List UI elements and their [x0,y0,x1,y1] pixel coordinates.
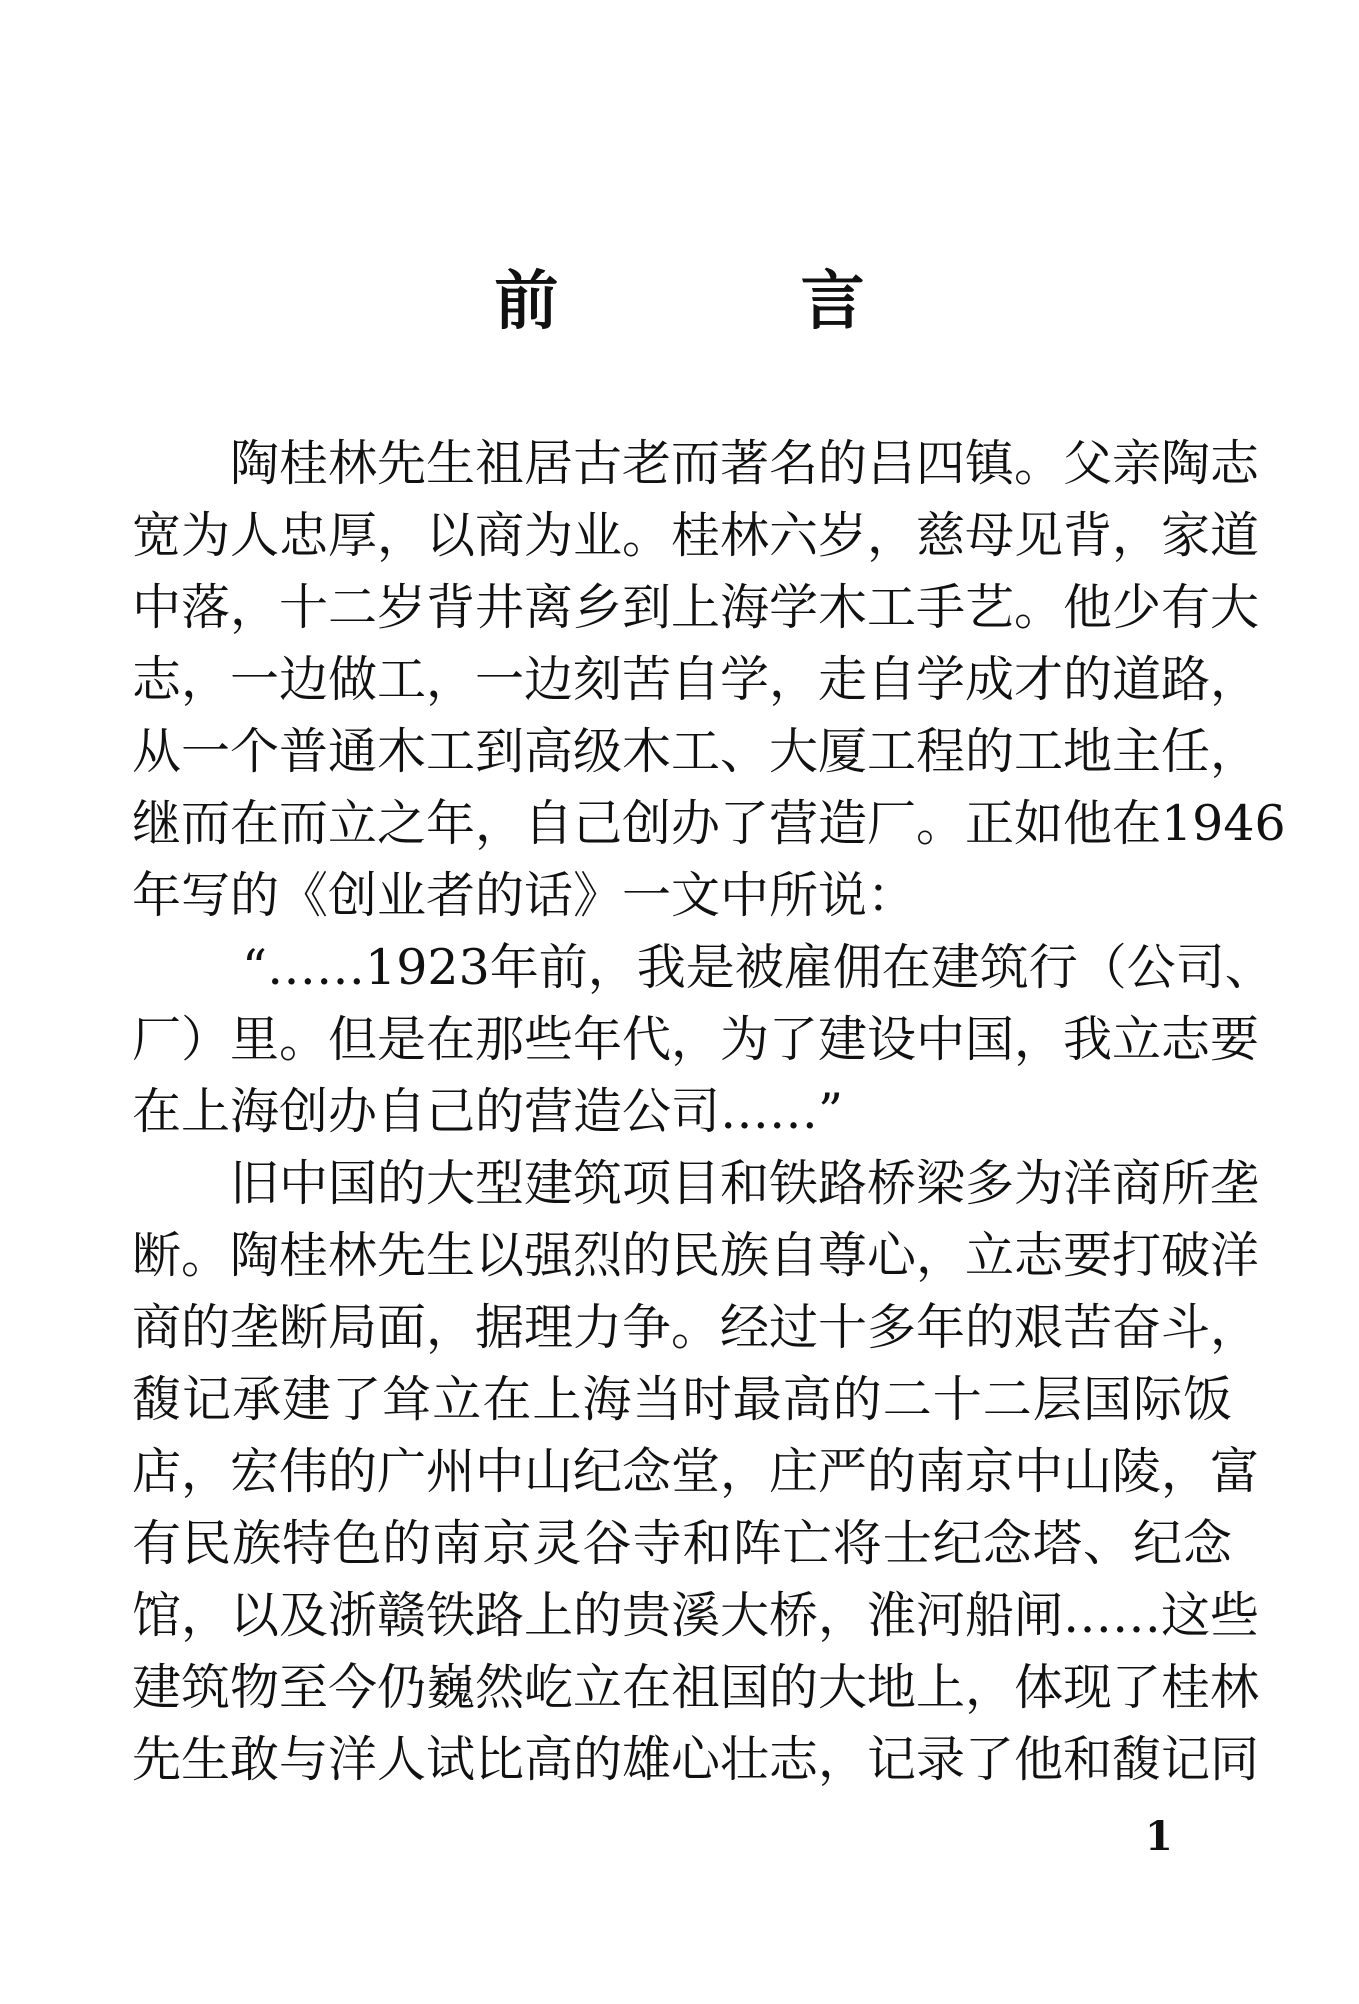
quote-line: 在上海创办自己的营造公司……” [132,1083,844,1140]
text-line: 断。陶桂林先生以强烈的民族自尊心，立志要打破洋 [132,1227,1260,1284]
quote-line: “……1923年前，我是被雇佣在建筑行（公司、 [242,939,1274,996]
text-line: 继而在而立之年，自己创办了营造厂。正如他在1946 [132,795,1286,852]
body-text [132,428,1286,1796]
text-line: 店，宏伟的广州中山纪念堂，庄严的南京中山陵，富 [132,1443,1260,1500]
page-number: 1 [1145,1813,1173,1860]
text-line: 志，一边做工，一边刻苦自学，走自学成才的道路， [132,651,1260,708]
text-line: 陶桂林先生祖居古老而著名的吕四镇。父亲陶志 [230,435,1260,492]
text-line: 馆，以及浙赣铁路上的贵溪大桥，淮河船闸……这些 [132,1587,1260,1644]
text-line: 宽为人忠厚，以商为业。桂林六岁，慈母见背，家道 [132,507,1260,564]
text-line: 馥记承建了耸立在上海当时最高的二十二层国际饭 [132,1371,1232,1428]
text-line: 年写的《创业者的话》一文中所说： [132,867,917,924]
text-line: 先生敢与洋人试比高的雄心壮志，记录了他和馥记同 [132,1731,1260,1788]
text-line: 旧中国的大型建筑项目和铁路桥梁多为洋商所垄 [230,1155,1260,1212]
text-line: 从一个普通木工到高级木工、大厦工程的工地主任， [132,723,1260,780]
quote-line: 厂）里。但是在那些年代，为了建设中国，我立志要 [132,1011,1260,1068]
page-title: 前 言 [494,265,975,339]
text-line: 商的垄断局面，据理力争。经过十多年的艰苦奋斗， [132,1299,1260,1356]
text-line: 建筑物至今仍巍然屹立在祖国的大地上，体现了桂林 [132,1659,1260,1716]
text-line: 中落，十二岁背井离乡到上海学木工手艺。他少有大 [132,579,1260,636]
text-line: 有民族特色的南京灵谷寺和阵亡将士纪念塔、纪念 [132,1515,1232,1572]
